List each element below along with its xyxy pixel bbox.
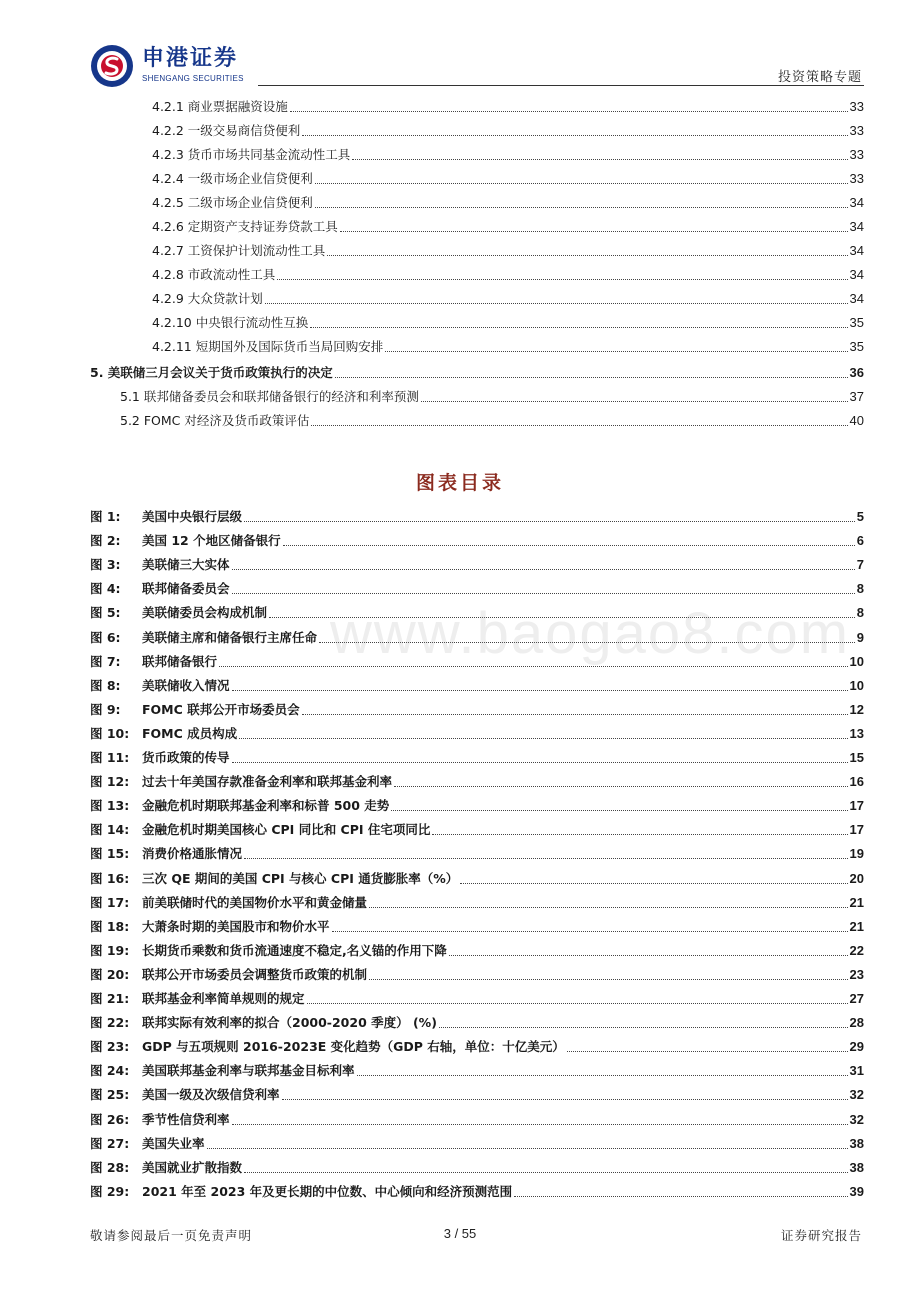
toc-entry[interactable] [152,290,864,308]
toc-entry-label: 4.2.8 市政流动性工具 [152,267,276,282]
company-name-en: SHENGANG SECURITIES [142,74,244,83]
toc-entry-label: 4.2.9 大众贷款计划 [152,291,263,306]
figure-entry-number: 图 19: [90,942,130,958]
toc-entry[interactable] [120,412,864,430]
toc-entry-page: 34 [849,195,864,210]
figure-leader-dots [460,882,847,884]
figure-entry[interactable] [90,821,864,839]
figure-leader-dots [232,1123,848,1125]
figure-entry[interactable] [90,1159,864,1177]
figure-entry-page: 31 [849,1063,864,1079]
toc-entry-label: 4.2.11 短期国外及国际货币当局回购安排 [152,339,384,354]
footer-report-type: 证券研究报告 [780,1228,862,1243]
figure-entry-label: 金融危机时期美国核心 CPI 同比和 CPI 住宅项同比 [142,822,431,838]
figure-entry-number: 图 1: [90,509,121,524]
figure-entry-label: 联邦储备银行 [142,653,218,669]
figure-leader-dots [332,930,848,932]
figure-entry[interactable] [90,1014,864,1032]
figure-entry-label: 货币政策的传导 [142,750,230,765]
figure-entry-label: 美联储委员会构成机制 [142,605,268,621]
figure-entry-page: 8 [856,605,864,621]
figure-entry-number: 图 29: [90,1183,130,1199]
footer-disclaimer: 敬请参阅最后一页免责声明 [90,1228,253,1243]
figure-leader-dots [439,1026,848,1028]
footer-page-number: 3 / 55 [443,1226,477,1241]
figure-entry-label: GDP 与五项规则 2016-2023E 变化趋势（GDP 右轴，单位：十亿美元） [142,1039,565,1055]
toc-leader-dots [302,134,847,136]
figure-entry-page: 8 [856,581,864,597]
figure-leader-dots [567,1050,848,1052]
figure-entry-page: 10 [849,677,864,693]
figure-leader-dots [282,1098,848,1100]
figure-entry[interactable] [90,845,864,863]
figure-entry-page: 32 [849,1111,864,1127]
figure-leader-dots [449,954,848,956]
figure-entry-page: 38 [849,1135,864,1151]
figure-entry-page: 20 [849,870,864,886]
figure-entry-page: 17 [849,822,864,838]
figure-entry-page: 22 [849,942,864,958]
toc-entry-page: 40 [849,413,864,428]
figure-entry-label: 前美联储时代的美国物价水平和黄金储量 [142,894,368,910]
figure-entry-number: 图 7: [90,653,121,669]
figure-entry-label: 美联储主席和储备银行主席任命 [142,629,318,645]
toc-entry[interactable] [152,266,864,284]
figure-entry[interactable] [90,773,864,791]
figure-leader-dots [302,713,848,715]
figure-leader-dots [514,1195,847,1197]
figure-entry[interactable] [90,508,864,526]
figure-entry-label: 2021 年至 2023 年及更长期的中位数、中心倾向和经济预测范围 [142,1183,513,1199]
figure-entry-number: 图 24: [90,1063,130,1079]
figure-entry-page: 9 [856,629,864,645]
figure-entry-page: 32 [849,1087,864,1103]
figure-entry-label: 过去十年美国存款准备金利率和联邦基金利率 [142,774,393,790]
figure-leader-dots [357,1074,848,1076]
figure-entry-label: FOMC 联邦公开市场委员会 [142,701,300,717]
toc-entry-page: 35 [849,339,864,354]
figure-leader-dots [269,616,855,618]
figure-entry-number: 图 9: [90,701,121,717]
toc-entry-page: 36 [849,365,864,380]
toc-leader-dots [265,302,848,304]
figure-leader-dots [369,906,848,908]
figure-entry-page: 27 [849,991,864,1006]
figure-entry[interactable] [90,701,864,719]
figure-leader-dots [283,544,855,546]
figure-entry-label: 长期货币乘数和货币流通速度不稳定,名义锚的作用下降 [142,942,447,958]
toc-entry-page: 34 [849,267,864,282]
figure-entry-label: 季节性信贷利率 [142,1111,230,1127]
toc-leader-dots [421,400,848,402]
toc-leader-dots [340,230,848,232]
figure-leader-dots [244,857,848,859]
figure-entry-number: 图 18: [90,918,130,934]
figure-entry-number: 图 6: [90,629,121,645]
figure-entry-number: 图 5: [90,605,121,621]
figures-index-title: 图表目录 [415,472,504,494]
toc-entry[interactable] [152,98,864,116]
toc-leader-dots [310,326,847,328]
figure-entry[interactable] [90,797,864,815]
figure-leader-dots [432,833,847,835]
figure-entry-number: 图 2: [90,533,121,549]
figure-entry-page: 29 [849,1039,864,1055]
toc-entry-label: 4.2.10 中央银行流动性互换 [152,315,309,330]
figure-entry-page: 28 [849,1015,864,1031]
figure-leader-dots [319,641,855,643]
figure-entry-number: 图 25: [90,1087,130,1103]
figure-entry[interactable] [90,1062,864,1080]
figure-entry[interactable] [90,918,864,936]
toc-leader-dots [290,110,848,112]
toc-leader-dots [352,158,847,160]
toc-leader-dots [385,350,847,352]
toc-leader-dots [277,278,847,280]
toc-entry-page: 33 [849,171,864,186]
toc-entry-page: 33 [849,123,864,138]
figure-leader-dots [244,520,855,522]
figure-leader-dots [232,689,848,691]
figure-entry-label: 联邦实际有效利率的拟合（2000-2020 季度） (%) [142,1015,437,1031]
figure-entry-number: 图 20: [90,966,130,982]
figure-entry[interactable] [90,990,864,1008]
figure-leader-dots [219,665,848,667]
figure-entry[interactable] [90,653,864,671]
figure-entry[interactable] [90,1183,864,1201]
figure-entry[interactable] [90,870,864,888]
figure-leader-dots [369,978,848,980]
figure-leader-dots [394,785,848,787]
figure-entry-page: 7 [856,557,864,573]
toc-entry[interactable] [152,170,864,188]
figure-entry-page: 39 [849,1183,864,1199]
figure-entry-label: 美国失业率 [142,1135,205,1151]
toc-entry-label: 4.2.1 商业票据融资设施 [152,99,288,114]
figure-entry[interactable] [90,1135,864,1153]
figure-entry-label: 美国联邦基金利率与联邦基金目标利率 [142,1063,355,1079]
figure-entry[interactable] [90,677,864,695]
figure-entry-label: 美联储收入情况 [142,677,230,693]
toc-entry-label: 5.1 联邦储备委员会和联邦储备银行的经济和利率预测 [120,389,419,404]
figure-entry[interactable] [90,725,864,743]
figure-entry-label: 联邦公开市场委员会调整货币政策的机制 [142,966,368,982]
figure-entry[interactable] [90,1038,864,1056]
figure-entry-number: 图 16: [90,870,130,886]
document-type: 投资策略专题 [777,70,862,85]
figure-leader-dots [232,761,848,763]
company-logo-text [142,46,244,84]
toc-leader-dots [327,254,847,256]
figure-leader-dots [307,1002,848,1004]
figure-entry-label: 美国一级及次级信贷利率 [142,1087,280,1103]
header-divider [258,85,864,86]
figure-entry-number: 图 13: [90,798,130,814]
figure-entry-number: 图 12: [90,774,130,790]
toc-leader-dots [311,424,847,426]
toc-entry[interactable] [152,146,864,164]
figure-entry-label: 三次 QE 期间的美国 CPI 与核心 CPI 通货膨胀率（%） [142,870,459,886]
figure-leader-dots [239,737,847,739]
toc-entry-label: 4.2.5 二级市场企业信贷便利 [152,195,313,210]
figure-entry-label: 联邦基金利率简单规则的规定 [142,991,305,1006]
figure-entry-page: 12 [849,701,864,717]
toc-entry[interactable] [152,314,864,332]
figure-entry[interactable] [90,894,864,912]
figure-entry-page: 21 [849,918,864,934]
toc-leader-dots [315,182,848,184]
toc-entry-label: 5. 美联储三月会议关于货币政策执行的决定 [90,365,333,380]
toc-entry-label: 4.2.6 定期资产支持证券贷款工具 [152,219,338,234]
toc-entry[interactable] [152,242,864,260]
figure-entry[interactable] [90,604,864,622]
figure-leader-dots [232,568,855,570]
figure-entry-label: 大萧条时期的美国股市和物价水平 [142,918,330,934]
figure-entry-page: 38 [849,1159,864,1175]
toc-entry-page: 33 [849,147,864,162]
figure-entry-number: 图 14: [90,822,130,838]
figure-leader-dots [244,1171,848,1173]
figure-entry-number: 图 26: [90,1111,130,1127]
toc-entry[interactable] [90,364,864,382]
figure-entry-label: 联邦储备委员会 [142,581,230,597]
figure-entry[interactable] [90,629,864,647]
toc-leader-dots [315,206,848,208]
figure-entry-page: 16 [849,774,864,790]
toc-entry-page: 37 [849,389,864,404]
figure-entry-page: 21 [849,894,864,910]
figure-entry-page: 10 [849,653,864,669]
figure-entry-number: 图 8: [90,677,121,693]
figure-entry-page: 13 [849,725,864,741]
figure-leader-dots [207,1147,848,1149]
figure-entry[interactable] [90,532,864,550]
figure-entry-label: 美国就业扩散指数 [142,1159,243,1175]
toc-entry-label: 4.2.2 一级交易商信贷便利 [152,123,301,138]
figure-entry-number: 图 23: [90,1039,130,1055]
figure-entry-number: 图 22: [90,1015,130,1031]
figure-entry-page: 17 [849,798,864,814]
toc-entry-label: 4.2.3 货币市场共同基金流动性工具 [152,147,351,162]
figure-entry-number: 图 17: [90,894,130,910]
toc-entry[interactable] [152,194,864,212]
figure-entry-number: 图 27: [90,1135,130,1151]
figure-entry-page: 5 [856,509,864,524]
figure-entry-number: 图 21: [90,991,130,1006]
figure-entry-number: 图 4: [90,581,121,597]
toc-entry-label: 4.2.4 一级市场企业信贷便利 [152,171,313,186]
figure-entry-page: 23 [849,966,864,982]
figure-entry-number: 图 10: [90,725,130,741]
watermark: www.baogao8.com [330,601,851,666]
toc-entry-page: 35 [849,315,864,330]
company-logo-icon [90,44,134,88]
figure-entry[interactable] [90,556,864,574]
figure-entry-label: 美联储三大实体 [142,557,230,573]
toc-entry-label: 5.2 FOMC 对经济及货币政策评估 [120,413,310,428]
toc-entry[interactable] [152,122,864,140]
toc-leader-dots [335,376,848,378]
toc-entry-page: 34 [849,243,864,258]
figure-entry[interactable] [90,1086,864,1104]
toc-entry-page: 33 [849,99,864,114]
toc-entry-page: 34 [849,291,864,306]
figure-entry[interactable] [90,966,864,984]
figure-entry-label: 美国中央银行层级 [142,509,243,524]
figure-entry-number: 图 11: [90,750,130,765]
toc-entry[interactable] [152,338,864,356]
figure-leader-dots [232,592,855,594]
figure-entry-number: 图 28: [90,1159,130,1175]
figure-entry-page: 15 [849,750,864,765]
figure-entry-number: 图 3: [90,557,121,573]
figure-entry-number: 图 15: [90,846,130,862]
figure-entry[interactable] [90,1111,864,1129]
figure-entry-page: 6 [856,533,864,549]
figure-entry-page: 19 [849,846,864,862]
toc-entry-page: 34 [849,219,864,234]
page-header [0,0,920,96]
toc-entry[interactable] [120,388,864,406]
figure-leader-dots [391,809,847,811]
figure-entry-label: 消费价格通胀情况 [142,846,243,862]
figure-entry[interactable] [90,942,864,960]
toc-entry[interactable] [152,218,864,236]
figure-entry-label: 金融危机时期联邦基金利率和标普 500 走势 [142,798,390,814]
figure-entry[interactable] [90,580,864,598]
figure-entry[interactable] [90,749,864,767]
company-name-cn: 申港证券 [142,46,239,71]
figure-entry-label: 美国 12 个地区储备银行 [142,533,281,549]
figure-entry-label: FOMC 成员构成 [142,725,238,741]
toc-entry-label: 4.2.7 工资保护计划流动性工具 [152,243,326,258]
